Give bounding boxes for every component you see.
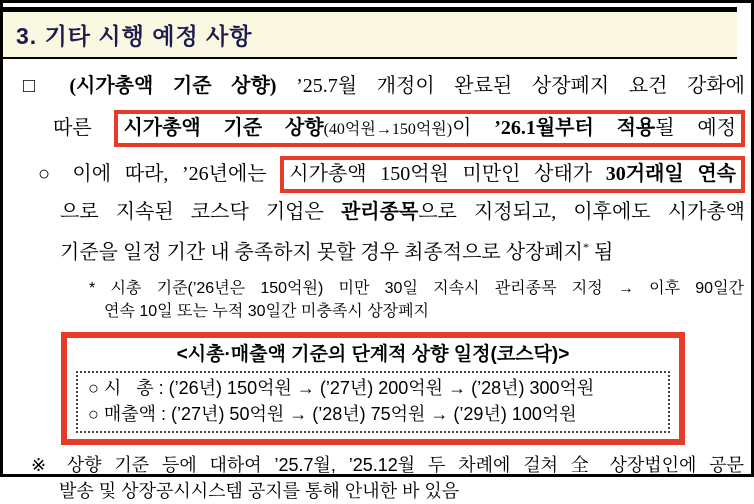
schedule-row-revenue: ○ 매출액 : (’27년) 50억원 → (’28년) 75억원 → (’29년) 100억원 — [88, 403, 577, 424]
highlight-box-market-cap — [114, 110, 745, 147]
para2-line2 — [3, 198, 751, 227]
para1-lead-bold: (시가총액 기준 상향) — [69, 75, 277, 97]
footnote-block — [3, 277, 751, 323]
footnote-line1 — [3, 277, 751, 300]
section-header — [3, 7, 737, 59]
footnote-line2-text: 연속 10일 또는 누적 30일간 미충족시 상장폐지 — [104, 302, 430, 320]
schedule-highlight-box — [61, 332, 685, 445]
circle-bullet-icon: ○ — [38, 163, 59, 185]
highlight2-normal: 시가총액 150억원 미만인 상태가 — [289, 163, 593, 185]
para2-line2-post: 으로 지정되고, 이후에도 시가총액 — [418, 201, 745, 223]
para2-line3-pre: 기준을 일정 기간 내 충족하지 못할 경우 최종적으로 상장폐지 — [60, 241, 583, 264]
schedule-row-market-cap: ○ 시 총 : (’26년) 150억원 → (’27년) 200억원 → (’28년) 300억원 — [88, 377, 595, 398]
schedule-box-title: <시총·매출액 기준의 단계적 상향 일정(코스닥)> — [176, 343, 570, 365]
highlight1-paren: (40억원→150억원) — [323, 121, 453, 138]
notice-line2 — [3, 478, 751, 504]
para1-line1 — [3, 72, 751, 101]
asterisk-icon: * — [89, 279, 96, 297]
highlight1-bold-main: 시가총액 기준 상향 — [123, 117, 324, 139]
para2-line2-bold: 관리종목 — [340, 201, 419, 223]
highlight1-bold-date: ’26.1월부터 적용 — [494, 117, 656, 139]
footnote-line2 — [3, 300, 751, 323]
para2-line2-pre: 으로 지속된 코스닥 기업은 — [60, 201, 324, 223]
para2-line3-post: 됨 — [594, 241, 614, 264]
para1-lead-rest: ’25.7월 개정이 완료된 상장폐지 요건 강화에 — [296, 75, 746, 97]
section-title: 3. 기타 시행 예정 사항 — [16, 23, 253, 49]
highlight-box-30days — [280, 156, 745, 193]
para1-line2-prefix: 따른 — [53, 117, 92, 139]
highlight1-tail: 될 예정 — [655, 117, 737, 139]
para2-line3 — [3, 233, 751, 268]
notice-line2-text: 발송 및 상장공시시스템 공지를 통해 안내한 바 있음 — [59, 480, 460, 501]
reference-mark-icon: ※ — [31, 454, 54, 475]
footnote-asterisk-marker: * — [583, 240, 589, 254]
notice-line1-text: 상향 기준 등에 대하여 ’25.7월, ’25.12월 두 차례에 걸쳐 全 상장법인에 공문 — [66, 454, 744, 475]
schedule-table — [76, 371, 670, 433]
para2-lead: 이에 따라, ’26년에는 — [72, 163, 267, 185]
highlight1-mid: 이 — [452, 117, 472, 139]
para1-line2 — [3, 107, 751, 151]
footnote-line1-text: 시총 기준(’26년은 150억원) 미만 30일 지속시 관리종목 지정 → 이후 90일간 — [110, 279, 744, 297]
notice-block — [3, 452, 751, 504]
highlight2-bold: 30거래일 연속 — [605, 163, 737, 185]
square-bullet-icon: □ — [23, 75, 50, 97]
notice-line1 — [3, 452, 751, 478]
para2-line1 — [3, 153, 751, 196]
